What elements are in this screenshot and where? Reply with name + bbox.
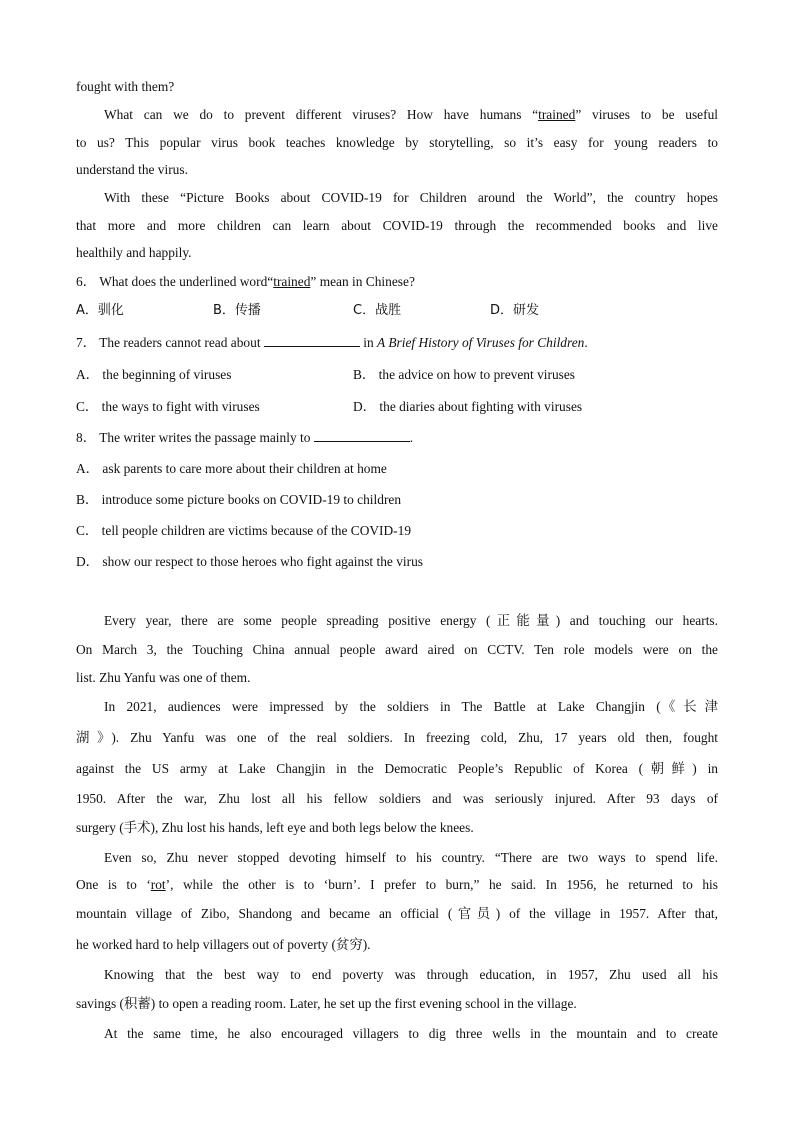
passage2-p1-line2: On March 3, the Touching China annual people award aired on CCTV. Ten role models were on the — [76, 642, 718, 657]
passage1-p2-line1: What can we do to prevent different viruses? How have humans “trained” viruses to be useful — [104, 107, 718, 122]
question-7-option-d: D． the diaries about fighting with viruses — [353, 399, 583, 414]
question-8-stem: 8． The writer writes the passage mainly to . — [76, 430, 414, 445]
question-6-option-b: B．传播 — [213, 303, 261, 318]
question-6-option-a: A．驯化 — [76, 303, 124, 318]
passage1-p2-line2: to us? This popular virus book teaches knowledge by storytelling, so it’s easy for young readers to — [76, 135, 718, 150]
question-6-option-c: C．战胜 — [353, 303, 402, 318]
passage2-p2-line4: 1950. After the war, Zhu lost all his fellow soldiers and was seriously injured. After 93 days of — [76, 791, 718, 806]
passage2-p4-line2: savings (积蓄) to open a reading room. Later, he set up the first evening school in the village. — [76, 996, 577, 1011]
passage2-p5-line1: At the same time, he also encouraged villagers to dig three wells in the mountain and to create — [104, 1026, 718, 1041]
question-8-option-b: B． introduce some picture books on COVID-19 to children — [76, 492, 402, 507]
passage1-p2-line3: understand the virus. — [76, 162, 188, 177]
book-title: A Brief History of Viruses for Children — [377, 335, 585, 350]
passage2-p3-line1: Even so, Zhu never stopped devoting himself to his country. “There are two ways to spend life. — [104, 850, 718, 865]
question-7-stem: 7． The readers cannot read about in A Brief History of Viruses for Children. — [76, 335, 588, 350]
passage2-p1-line3: list. Zhu Yanfu was one of them. — [76, 670, 251, 685]
question-8-option-c: C． tell people children are victims because of the COVID-19 — [76, 523, 412, 538]
question-7-option-a: A． the beginning of viruses — [76, 367, 232, 382]
answer-blank — [264, 334, 360, 347]
passage1-line1: fought with them? — [76, 79, 175, 94]
passage2-p3-line4: he worked hard to help villagers out of poverty (贫穷). — [76, 937, 371, 952]
underlined-word-trained: trained — [538, 107, 576, 122]
passage2-p3-line2: One is to ‘rot’, while the other is to ‘burn’. I prefer to burn,” he said. In 1956, he returned to his — [76, 877, 718, 892]
question-6-stem: 6． What does the underlined word“trained” mean in Chinese? — [76, 274, 415, 289]
passage1-p3-line2: that more and more children can learn about COVID-19 through the recommended books and live — [76, 218, 718, 233]
passage2-p4-line1: Knowing that the best way to end poverty was through education, in 1957, Zhu used all his — [104, 967, 718, 982]
passage2-p2-line5: surgery (手术), Zhu lost his hands, left eye and both legs below the knees. — [76, 820, 474, 835]
passage2-p1-line1: Every year, there are some people spreading positive energy (正能量) and touching our hearts. — [104, 613, 718, 628]
underlined-word-rot: rot — [150, 877, 166, 892]
passage2-p2-line3: against the US army at Lake Changjin in the Democratic People’s Republic of Korea (朝鲜) in — [76, 761, 718, 776]
answer-blank — [314, 429, 410, 442]
question-7-option-c: C． the ways to fight with viruses — [76, 399, 260, 414]
passage2-p3-line3: mountain village of Zibo, Shandong and became an official (官员) of the village in 1957. After that, — [76, 906, 718, 921]
passage1-p3-line1: With these “Picture Books about COVID-19 for Children around the World”, the country hopes — [104, 190, 718, 205]
question-8-option-a: A． ask parents to care more about their children at home — [76, 461, 387, 476]
question-6-option-d: D．研发 — [490, 303, 540, 318]
passage2-p2-line1: In 2021, audiences were impressed by the soldiers in The Battle at Lake Changjin (《长津 — [104, 699, 718, 714]
question-8-option-d: D． show our respect to those heroes who fight against the virus — [76, 554, 423, 569]
passage1-p3-line3: healthily and happily. — [76, 245, 192, 260]
passage2-p2-line2: 湖》). Zhu Yanfu was one of the real soldiers. In freezing cold, Zhu, 17 years old then, fought — [76, 730, 718, 745]
question-7-option-b: B． the advice on how to prevent viruses — [353, 367, 576, 382]
